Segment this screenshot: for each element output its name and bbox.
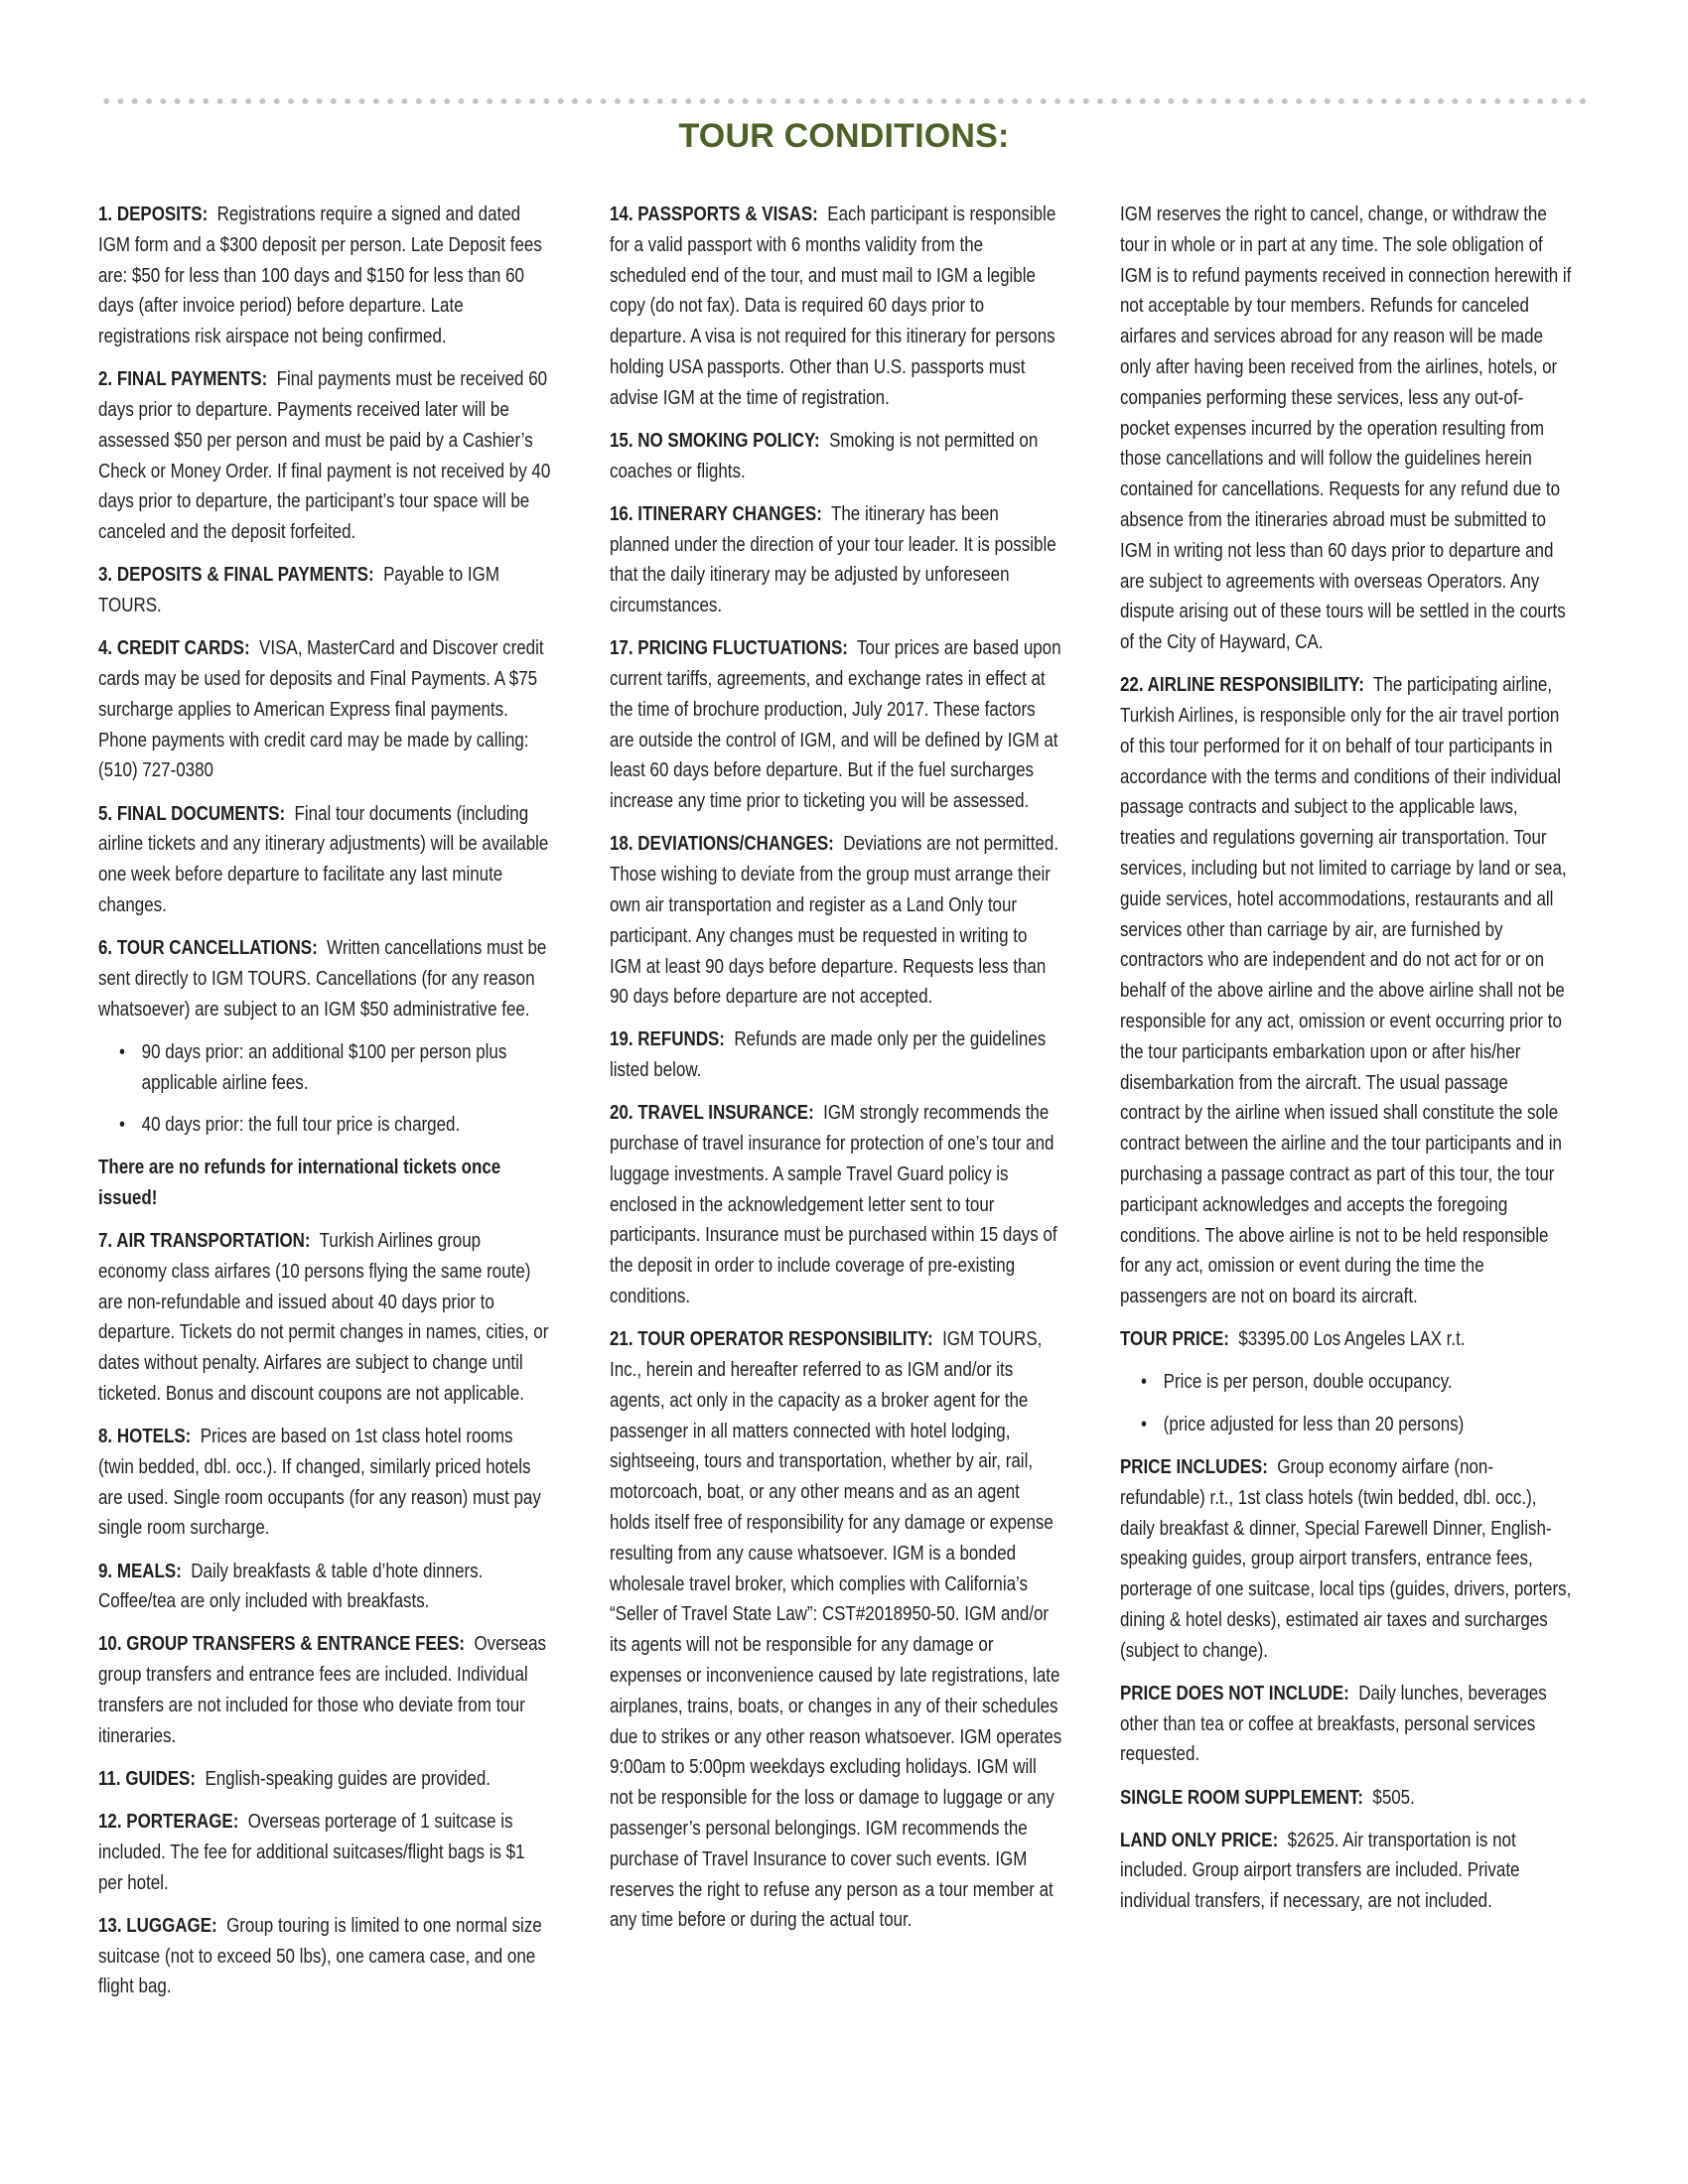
condition-heading: 22. AIRLINE RESPONSIBILITY: — [1120, 674, 1364, 697]
condition-heading: 5. FINAL DOCUMENTS: — [98, 802, 286, 825]
condition-paragraph — [98, 799, 550, 921]
column-2 — [610, 200, 1061, 1948]
bullet-item: • 40 days prior: the full tour price is charged. — [119, 1110, 550, 1141]
condition-paragraph — [1120, 670, 1572, 1312]
condition-paragraph — [98, 364, 550, 548]
condition-paragraph — [610, 426, 1061, 487]
condition-paragraph — [98, 1764, 550, 1795]
condition-text: Group economy airfare (non-refundable) r.t., 1st class hotels (twin bedded, dbl. occ.), daily breakfast & dinner, Special Farewell Dinner, English-speaking guides, group airport transfers, entrance fees, porterage of one suitcase, local tips (guides, drivers, porters, dining & hotel desks), estimated air taxes and surcharges (subject to change). — [1120, 1455, 1572, 1662]
condition-heading: 3. DEPOSITS & FINAL PAYMENTS: — [98, 564, 374, 587]
condition-paragraph — [98, 1911, 550, 2002]
condition-text: Turkish Airlines group economy class airfares (10 persons flying the same route) are non-refundable and issued about 40 days prior to departure. Tickets do not permit changes in names, cities, or dates without penalty. Airfares are subject to change until ticketed. Bonus and discount coupons are not applicable. — [98, 1229, 549, 1405]
condition-text: $3395.00 Los Angeles LAX r.t. — [1238, 1328, 1466, 1351]
dotted-divider — [99, 96, 1589, 106]
condition-text: Daily breakfasts & table d’hote dinners. Coffee/tea are only included with breakfasts. — [98, 1560, 484, 1613]
condition-heading: SINGLE ROOM SUPPLEMENT: — [1120, 1786, 1363, 1809]
condition-paragraph — [98, 1226, 550, 1410]
condition-heading: 11. GUIDES: — [98, 1767, 197, 1790]
condition-heading: 13. LUGGAGE: — [98, 1914, 217, 1937]
condition-paragraph — [1120, 1783, 1572, 1814]
condition-paragraph — [98, 1557, 550, 1618]
condition-paragraph — [610, 200, 1061, 414]
condition-text: Final tour documents (including airline tickets and any itinerary adjustments) will be available one week before departure to facilitate any last minute changes. — [98, 802, 549, 916]
condition-heading: 17. PRICING FLUCTUATIONS: — [610, 637, 848, 660]
condition-text: Each participant is responsible for a valid passport with 6 months validity from the scheduled end of the tour, and must mail to IGM a legible copy (do not fax). Data is required 60 days prior to departure. A visa is not required for this itinerary for persons holding USA passports. Other than U.S. passports must advise IGM at the time of registration. — [610, 204, 1056, 409]
condition-text: Tour prices are based upon current tariffs, agreements, and exchange rates in effect at the time of brochure production, July 2017. These factors are outside the control of IGM, and will be defined by IGM at least 60 days before departure. But if the fuel surcharges increase any time prior to ticketing you will be assessed. — [610, 637, 1061, 813]
condition-text: IGM strongly recommends the purchase of travel insurance for protection of one’s tour and luggage investments. A sample Travel Guard policy is enclosed in the acknowledgement letter sent to tour participants. Insurance must be purchased within 15 days of the deposit in order to include coverage of pre-existing conditions. — [610, 1102, 1057, 1308]
condition-heading: 1. DEPOSITS: — [98, 204, 209, 225]
condition-heading: 20. TRAVEL INSURANCE: — [610, 1102, 814, 1125]
condition-heading: 4. CREDIT CARDS: — [98, 637, 250, 660]
condition-text: Daily lunches, beverages other than tea or coffee at breakfasts, personal services requested. — [1120, 1682, 1547, 1766]
condition-heading: 21. TOUR OPERATOR RESPONSIBILITY: — [610, 1328, 933, 1351]
condition-heading: PRICE INCLUDES: — [1120, 1455, 1268, 1478]
condition-heading: 7. AIR TRANSPORTATION: — [98, 1229, 311, 1252]
condition-text: The participating airline, Turkish Airlines, is responsible only for the air travel portion of this tour performed for it on behalf of tour participants in accordance with the terms and conditions of their individual passage contracts and subject to the applicable laws, treaties and regulations governing air transportation. Tour services, including but not limited to carriage by land or sea, guide services, hotel accommodations, restaurants and all services other than carriage by air, are furnished by contractors who are independent and do not act for or on behalf of the above airline and the above airline shall not be responsible for any act, omission or event occurring prior to the tour participants embarkation upon or after his/her disembarkation from the aircraft. The usual passage contract by the airline when issued shall constitute the sole contract between the airline and the tour participants and in purchasing a passage contract as part of this tour, the tour participant acknowledges and accepts the foregoing conditions. The above airline is not to be held responsible for any act, omission or event during the time the passengers are not on board its aircraft. — [1120, 674, 1567, 1308]
condition-paragraph — [1120, 1826, 1572, 1917]
condition-heading: 9. MEALS: — [98, 1560, 182, 1582]
condition-text: Prices are based on 1st class hotel rooms (twin bedded, dbl. occ.). If changed, similarly priced hotels are used. Single room occupants (for any reason) must pay single room surcharge. — [98, 1426, 541, 1540]
condition-heading: PRICE DOES NOT INCLUDE: — [1120, 1682, 1349, 1705]
condition-text: Final payments must be received 60 days prior to departure. Payments received later will be assessed $50 per person and must be paid by a Cashier’s Check or Money Order. If final payment is not received by 40 days prior to departure, the participant’s tour space will be canceled and the deposit forfeited. — [98, 368, 551, 544]
condition-text: VISA, MasterCard and Discover credit cards may be used for deposits and Final Payments. A $75 surcharge applies to American Express final payments. Phone payments with credit card may be made by calling: (510) 727-0380 — [98, 637, 544, 782]
condition-paragraph — [98, 1422, 550, 1544]
condition-paragraph — [1120, 200, 1572, 658]
condition-paragraph — [610, 1024, 1061, 1086]
condition-paragraph — [610, 829, 1061, 1013]
condition-text: The itinerary has been planned under the direction of your tour leader. It is possible that the daily itinerary may be adjusted by unforeseen circumstances. — [610, 502, 1056, 617]
condition-paragraph — [610, 1098, 1061, 1312]
condition-heading: 16. ITINERARY CHANGES: — [610, 502, 822, 525]
condition-heading: 6. TOUR CANCELLATIONS: — [98, 937, 318, 960]
bullet-list — [98, 1037, 550, 1141]
condition-heading: 2. FINAL PAYMENTS: — [98, 368, 268, 391]
condition-paragraph — [610, 499, 1061, 621]
condition-text: Registrations require a signed and dated IGM form and a $300 deposit per person. Late Deposit fees are: $50 for less than 100 days and $150 for less than 60 days (after invoice period) before departure. Late registrations risk airspace not being confirmed. — [98, 204, 542, 348]
condition-paragraph — [610, 1324, 1061, 1936]
condition-text: $505. — [1372, 1786, 1415, 1809]
condition-paragraph — [98, 1153, 550, 1214]
condition-paragraph — [98, 1807, 550, 1898]
bullet-item: • (price adjusted for less than 20 persons) — [1141, 1410, 1572, 1440]
column-1 — [98, 200, 550, 2014]
condition-paragraph — [610, 633, 1061, 817]
column-3 — [1120, 200, 1572, 1929]
condition-heading: 15. NO SMOKING POLICY: — [610, 429, 820, 452]
condition-heading: 19. REFUNDS: — [610, 1028, 725, 1051]
condition-text: Smoking is not permitted on coaches or flights. — [610, 429, 1039, 482]
condition-text: IGM TOURS, Inc., herein and hereafter referred to as IGM and/or its agents, act only in the capacity as a broker agent for the passenger in all matters connected with hotel lodging, sightseeing, tours and transportation, whether by air, rail, motorcoach, boat, or any other means and as an agent holds itself free of responsibility for any damage or expense resulting from any cause whatsoever. IGM is a bonded wholesale travel broker, which complies with California’s “Seller of Travel State Law”: CST#2018950-50. IGM and/or its agents will not be responsible for any damage or expenses or inconvenience caused by late registrations, late airplanes, trains, boats, or changes in any of their schedules due to strikes or any other reason whatsoever. IGM operates 9:00am to 5:00pm weekdays excluding holidays. IGM will not be responsible for the loss or damage to luggage or any passenger’s personal belongings. IGM recommends the purchase of Travel Insurance to cover such events. IGM reserves the right to refuse any person as a tour member at any time before or during the actual tour. — [610, 1328, 1062, 1932]
condition-text: Overseas group transfers and entrance fees are included. Individual transfers are not included for those who deviate from tour itineraries. — [98, 1633, 547, 1747]
condition-paragraph — [98, 1629, 550, 1751]
condition-text: Written cancellations must be sent directly to IGM TOURS. Cancellations (for any reason whatsoever) are subject to an IGM $50 administrative fee. — [98, 937, 547, 1021]
condition-paragraph — [1120, 1324, 1572, 1355]
condition-text: IGM reserves the right to cancel, change, or withdraw the tour in whole or in part at any time. The sole obligation of IGM is to refund payments received in connection herewith if not acceptable by tour members. Refunds for canceled airfares and services abroad for any reason will be made only after having been received from the airlines, hotels, or companies performing these services, less any out-of-pocket expenses incurred by the operation resulting from those cancellations and will follow the guidelines herein contained for cancellations. Requests for any refund due to absence from the itineraries abroad must be submitted to IGM in writing not less than 60 days prior to departure and are subject to agreements with overseas Operators. Any dispute arising out of these tours will be settled in the courts of the City of Hayward, CA. — [1120, 204, 1572, 654]
condition-paragraph — [98, 200, 550, 352]
condition-text: $2625. Air transportation is not included. Group airport transfers are included. Private individual transfers, if necessary, are not included. — [1120, 1829, 1520, 1913]
notice-text: There are no refunds for international tickets once issued! — [98, 1157, 501, 1209]
bullet-item: • 90 days prior: an additional $100 per person plus applicable airline fees. — [119, 1037, 550, 1099]
condition-paragraph — [98, 633, 550, 786]
condition-heading: 10. GROUP TRANSFERS & ENTRANCE FEES: — [98, 1633, 466, 1656]
condition-heading: 8. HOTELS: — [98, 1426, 192, 1448]
condition-paragraph — [98, 560, 550, 621]
condition-heading: 12. PORTERAGE: — [98, 1811, 239, 1834]
condition-paragraph — [1120, 1679, 1572, 1770]
condition-text: English-speaking guides are provided. — [205, 1767, 491, 1790]
condition-paragraph — [1120, 1452, 1572, 1667]
page-title: TOUR CONDITIONS: — [678, 117, 1010, 155]
condition-text: Payable to IGM TOURS. — [98, 564, 499, 617]
condition-text: Overseas porterage of 1 suitcase is included. The fee for additional suitcases/flight bags is $1 per hotel. — [98, 1811, 525, 1894]
condition-heading: TOUR PRICE: — [1120, 1328, 1229, 1351]
condition-heading: LAND ONLY PRICE: — [1120, 1829, 1279, 1851]
condition-heading: 14. PASSPORTS & VISAS: — [610, 204, 818, 225]
condition-text: Refunds are made only per the guidelines listed below. — [610, 1028, 1047, 1082]
condition-text: Deviations are not permitted. Those wishing to deviate from the group must arrange their own air transportation and register as a Land Only tour participant. Any changes must be requested in writing to IGM at least 90 days before departure. Requests less than 90 days before departure are not accepted. — [610, 833, 1059, 1009]
condition-heading: 18. DEVIATIONS/CHANGES: — [610, 833, 834, 856]
bullet-item: • Price is per person, double occupancy. — [1141, 1367, 1572, 1398]
condition-text: Group touring is limited to one normal size suitcase (not to exceed 50 lbs), one camera case, and one flight bag. — [98, 1914, 542, 1998]
condition-paragraph — [98, 933, 550, 1024]
bullet-list — [1120, 1367, 1572, 1440]
